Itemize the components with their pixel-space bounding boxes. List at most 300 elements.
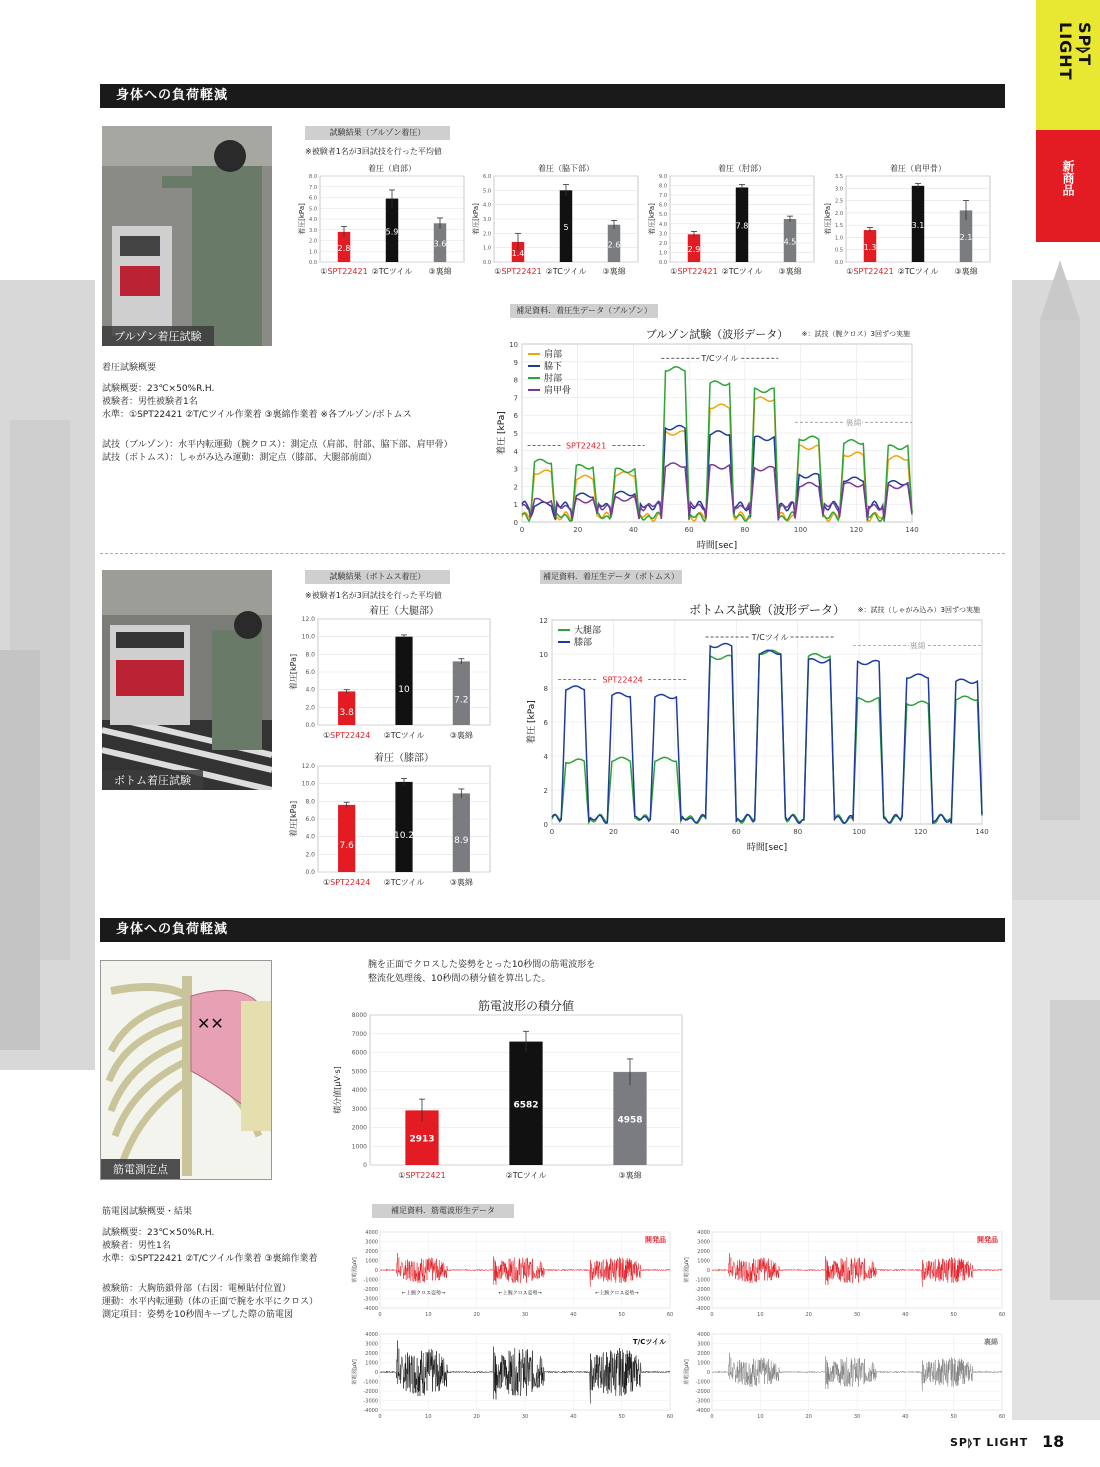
y-tick-label: 3 — [513, 465, 518, 474]
series-label: T/Cツイル — [632, 1338, 666, 1346]
y-tick-label: 7.0 — [309, 184, 317, 191]
x-tick-label: ③裏綿 — [778, 267, 802, 276]
data-label: 3.6 — [433, 239, 447, 249]
y-tick-label: 8000 — [351, 1012, 367, 1019]
x-tick-label: ①SPT22424 — [322, 878, 371, 887]
x-tick-label: ③裏綿 — [449, 731, 473, 740]
chart-blouson-waveform — [490, 324, 920, 550]
y-tick-label: 6000 — [351, 1049, 367, 1057]
y-tick-label: 4000 — [697, 1332, 710, 1338]
y-tick-label: 3.0 — [483, 217, 491, 223]
x-tick-label: ②TCツイル — [721, 267, 763, 276]
annotation-label: ←上腕クロス姿勢→ — [498, 1290, 542, 1297]
chart-emg-wave-dev1 — [346, 1226, 676, 1322]
x-axis-label: 時間[sec] — [746, 843, 788, 853]
x-tick-label: 10 — [757, 1312, 764, 1318]
y-tick-label: 0.0 — [305, 869, 315, 876]
y-tick-label: 3.5 — [835, 174, 843, 180]
y-tick-label: 9 — [513, 358, 518, 367]
x-tick-label: 60 — [684, 526, 694, 534]
y-tick-label: 2000 — [365, 1351, 378, 1357]
chart-blouson-elbow — [646, 162, 818, 280]
legend-label: 肘部 — [544, 374, 563, 384]
annotation-label: ←上腕クロス姿勢→ — [595, 1290, 639, 1297]
x-tick-label: ②TCツイル — [545, 267, 587, 276]
data-label: 7.2 — [454, 695, 469, 706]
x-tick-label: 50 — [618, 1312, 625, 1318]
data-label: 10 — [398, 684, 410, 695]
svg-text:✕✕: ✕✕ — [197, 1014, 224, 1033]
y-tick-label: 3000 — [365, 1341, 378, 1348]
data-label: 8.9 — [454, 835, 469, 846]
x-tick-label: 40 — [902, 1312, 909, 1318]
y-tick-label: 4.0 — [309, 217, 317, 223]
x-tick-label: 30 — [521, 1312, 529, 1318]
series-label: 開発品 — [977, 1236, 998, 1244]
section1-overview-title: 着圧試験概要 — [102, 363, 157, 373]
y-tick-label: 1 — [513, 501, 518, 510]
x-tick-label: ③裏綿 — [954, 267, 978, 276]
y-tick-label: 2.0 — [659, 240, 667, 247]
divider — [100, 553, 1005, 554]
x-tick-label: 120 — [849, 526, 863, 534]
legend-label: 脇下 — [544, 362, 563, 372]
y-tick-label: 2.0 — [305, 704, 315, 712]
x-tick-label: 20 — [473, 1312, 480, 1318]
y-tick-label: 1.0 — [659, 250, 667, 257]
photo-blouson-test — [102, 126, 272, 346]
x-tick-label: 140 — [905, 526, 919, 534]
x-tick-label: 20 — [805, 1312, 812, 1318]
data-label: 1.4 — [511, 248, 525, 258]
overview-line: 水準：①SPT22421 ②T/Cツイル作業着 ③裏綿作業着 — [102, 1254, 318, 1264]
y-tick-label: -2000 — [695, 1287, 710, 1293]
y-tick-label: 1.5 — [835, 223, 843, 230]
y-tick-label: 8.0 — [305, 651, 315, 659]
x-tick-label: ②TCツイル — [897, 267, 939, 276]
chart-blouson-shoulder — [296, 162, 468, 280]
chart-emg-integral — [330, 995, 690, 1185]
chart-title: 着圧（肩部） — [368, 164, 416, 173]
y-axis-label: 着圧[kPa] — [648, 203, 656, 235]
y-tick-label: 2000 — [351, 1124, 367, 1132]
y-tick-label: 10.0 — [301, 633, 315, 641]
overview-line: 水準：①SPT22421 ②T/Cツイル作業着 ③裏綿作業着 ※各ブルゾン/ボトムス — [102, 410, 412, 420]
y-tick-label: 8.0 — [305, 798, 315, 806]
data-label: 4958 — [617, 1115, 643, 1126]
x-tick-label: ①SPT22421 — [670, 267, 718, 276]
x-tick-label: 20 — [473, 1414, 480, 1420]
y-tick-label: 3.0 — [309, 227, 317, 234]
y-tick-label: -2000 — [363, 1287, 378, 1293]
figure-emg-point — [100, 960, 272, 1180]
x-tick-label: ①SPT22421 — [494, 267, 542, 276]
overview-line: 運動：水平内転運動（体の正面で腕を水平にクロス） — [102, 1297, 319, 1307]
data-label: 5 — [563, 223, 569, 233]
x-tick-label: 0 — [378, 1414, 382, 1420]
y-tick-label: 0 — [374, 1268, 378, 1274]
y-tick-label: -3000 — [363, 1398, 378, 1405]
x-tick-label: ①SPT22421 — [320, 267, 368, 276]
x-tick-label: 120 — [913, 828, 928, 836]
intro-line: 腕を正面でクロスした姿勢をとった10秒間の筋電波形を — [368, 960, 596, 970]
x-tick-label: 60 — [998, 1312, 1006, 1318]
y-tick-label: 3.0 — [659, 231, 667, 238]
y-axis-label: 着圧[kPa] — [472, 203, 480, 235]
chart-title: ブルゾン試験（波形データ） — [645, 328, 789, 341]
series-label: 開発品 — [645, 1236, 666, 1244]
chart-bottoms-thigh — [284, 605, 494, 745]
y-tick-label: 1000 — [697, 1360, 710, 1367]
data-label: 2.8 — [337, 243, 351, 253]
y-tick-label: 5.0 — [483, 188, 491, 195]
chart-blouson-underarm — [470, 162, 642, 280]
y-tick-label: 8.0 — [659, 183, 667, 190]
y-tick-label: 1000 — [351, 1143, 367, 1151]
data-label: 4.5 — [783, 237, 797, 247]
chart-title: 着圧（肩甲骨） — [890, 164, 946, 173]
section2-note: ※被験者1名が3回試技を行った平均値 — [305, 591, 442, 600]
y-tick-label: 4.0 — [305, 686, 315, 694]
y-tick-label: 9.0 — [659, 174, 667, 180]
annotation-label: SPT22424 — [602, 675, 643, 685]
y-tick-label: 4.0 — [483, 202, 491, 209]
y-tick-label: 1.0 — [483, 245, 491, 252]
y-tick-label: 10.0 — [301, 780, 315, 788]
y-tick-label: 2 — [543, 787, 548, 795]
section2-supp-tag: 補足資料．着圧生データ（ボトムス） — [540, 570, 682, 584]
x-tick-label: 0 — [378, 1312, 382, 1318]
section2-result-tag: 試験結果（ボトムス着圧） — [305, 570, 450, 584]
y-tick-label: 2000 — [697, 1351, 710, 1357]
section1-supp-tag: 補足資料．着圧生データ（ブルゾン） — [510, 304, 658, 318]
y-tick-label: 0 — [706, 1370, 710, 1376]
footer-logo: SP⦊T LIGHT — [950, 1436, 1029, 1449]
y-tick-label: -4000 — [363, 1306, 378, 1312]
x-tick-label: 10 — [425, 1312, 432, 1318]
x-tick-label: 140 — [975, 828, 989, 836]
x-tick-label: ③裏綿 — [428, 267, 452, 276]
y-tick-label: 2 — [513, 483, 518, 492]
x-tick-label: ①SPT22424 — [322, 731, 371, 740]
data-label: 2.1 — [959, 233, 973, 243]
side-category-tab — [1036, 130, 1100, 242]
y-tick-label: 7000 — [351, 1030, 367, 1038]
y-tick-label: 12.0 — [301, 763, 315, 770]
x-tick-label: ③裏綿 — [618, 1171, 642, 1180]
y-tick-label: 4 — [543, 753, 548, 761]
y-tick-label: 8.0 — [309, 174, 317, 180]
y-tick-label: 8 — [513, 376, 518, 385]
x-tick-label: 0 — [519, 526, 525, 534]
side-brand-tab — [1036, 0, 1100, 130]
y-tick-label: 10 — [509, 341, 518, 349]
y-tick-label: 0.0 — [835, 260, 843, 266]
y-tick-label: 5 — [513, 430, 518, 438]
section1-result-tag: 試験結果（ブルゾン着圧） — [305, 126, 450, 140]
y-tick-label: 1.0 — [309, 249, 317, 256]
section3-title: 身体への負荷軽減 — [100, 918, 1005, 942]
y-tick-label: -1000 — [363, 1379, 378, 1386]
bar — [393, 782, 415, 872]
y-tick-label: 1.0 — [835, 235, 843, 242]
chart-title: 着圧（肘部） — [718, 164, 766, 173]
y-tick-label: -2000 — [695, 1389, 710, 1395]
chart-title: 着圧（膝部） — [374, 753, 434, 764]
overview-line: 試技（ボトムス）：しゃがみ込み運動：測定点（膝部、大腿部前面） — [102, 453, 377, 463]
chart-title: 着圧（大腿部） — [369, 606, 439, 617]
overview-line: 試験概要：23℃×50%R.H. — [102, 384, 215, 394]
y-tick-label: 12.0 — [301, 616, 315, 623]
legend-label: 大腿部 — [574, 626, 602, 636]
y-tick-label: 2000 — [365, 1249, 378, 1255]
y-axis-label: 筋電図[μV] — [684, 1359, 690, 1385]
legend-label: 肩甲骨 — [544, 386, 572, 396]
y-tick-label: 3000 — [351, 1105, 367, 1113]
y-tick-label: 3000 — [697, 1341, 710, 1348]
overview-line: 被験筋：大胸筋鎖骨部（右図：電極貼付位置） — [102, 1284, 292, 1294]
y-tick-label: 1000 — [697, 1258, 710, 1265]
y-tick-label: 4000 — [351, 1087, 367, 1094]
x-tick-label: 60 — [998, 1414, 1006, 1420]
y-tick-label: 4 — [513, 447, 518, 456]
data-label: 10.2 — [393, 831, 415, 842]
photo-blouson-illustration — [102, 126, 272, 346]
x-tick-label: 100 — [793, 526, 808, 534]
series-label: 裏綿 — [984, 1338, 998, 1346]
section3-overview-title: 筋電図試験概要・結果 — [102, 1207, 193, 1217]
y-tick-label: 7.0 — [659, 193, 667, 200]
chart-bottoms-waveform — [520, 600, 990, 852]
y-tick-label: 8 — [543, 685, 548, 693]
chart-emg-wave-urawata — [678, 1328, 1008, 1424]
chart-note: ※：試技（腕クロス）3回ずつ実施 — [801, 330, 910, 338]
y-tick-label: -3000 — [695, 1296, 710, 1303]
x-axis-label: 時間[sec] — [696, 541, 738, 551]
section1-title: 身体への負荷軽減 — [100, 84, 1005, 108]
y-axis-label: 筋電図[μV] — [684, 1257, 690, 1283]
y-tick-label: 4000 — [697, 1230, 710, 1236]
x-tick-label: ②TCツイル — [505, 1171, 547, 1180]
y-tick-label: 0.0 — [309, 260, 317, 266]
y-tick-label: -1000 — [363, 1277, 378, 1284]
chart-emg-wave-tc — [346, 1328, 676, 1424]
y-tick-label: -1000 — [695, 1379, 710, 1386]
side-brand-text: SP⦊T LIGHT — [1056, 22, 1094, 81]
x-tick-label: 80 — [793, 828, 803, 836]
y-tick-label: 6.0 — [483, 174, 491, 180]
y-tick-label: 2.0 — [483, 231, 491, 238]
x-tick-label: 30 — [853, 1414, 861, 1420]
data-label: 2.6 — [607, 240, 621, 250]
overview-line: 被験者：男性被験者1名 — [102, 397, 198, 407]
y-tick-label: 0.5 — [835, 247, 843, 254]
y-tick-label: 1000 — [365, 1258, 378, 1265]
y-tick-label: 4.0 — [659, 221, 667, 228]
y-tick-label: 0.0 — [659, 260, 667, 266]
overview-line: 測定項目：姿勢を10秒間キープした際の筋電図 — [102, 1310, 294, 1320]
data-label: 6582 — [513, 1100, 539, 1111]
chart-note: ※：試技（しゃがみ込み）3回ずつ実施 — [857, 606, 980, 614]
y-tick-label: 6.0 — [309, 195, 317, 202]
x-tick-label: 40 — [670, 828, 680, 836]
x-tick-label: 40 — [628, 526, 638, 534]
y-tick-label: -4000 — [695, 1306, 710, 1312]
chart-bottoms-knee — [284, 752, 494, 892]
y-tick-label: 6.0 — [305, 816, 315, 823]
y-tick-label: -4000 — [695, 1408, 710, 1414]
data-label: 3.8 — [339, 707, 354, 718]
data-label: 3.1 — [911, 220, 925, 230]
x-tick-label: ②TCツイル — [383, 878, 425, 887]
y-tick-label: 0.0 — [305, 722, 315, 729]
section1-note: ※被験者1名が3回試技を行った平均値 — [305, 147, 442, 156]
annotation-label: SPT22421 — [565, 441, 607, 451]
y-tick-label: 0 — [543, 821, 548, 829]
annotation-label: T/Cツイル — [701, 354, 739, 364]
x-tick-label: 40 — [902, 1414, 909, 1420]
x-tick-label: 60 — [666, 1414, 674, 1420]
chart-title: ボトムス試験（波形データ） — [688, 603, 846, 617]
y-tick-label: 0 — [363, 1162, 367, 1169]
overview-line: 試技（ブルゾン）：水平内転運動（腕クロス）：測定点（肩部、肘部、脇下部、肩甲骨） — [102, 440, 453, 450]
x-tick-label: 100 — [852, 828, 866, 836]
data-label: 5.9 — [385, 227, 399, 237]
data-label: 2913 — [409, 1134, 435, 1145]
y-tick-label: -3000 — [363, 1296, 378, 1303]
y-tick-label: 0 — [706, 1268, 710, 1274]
x-tick-label: 30 — [853, 1312, 861, 1318]
intro-line: 整流化処理後、10秒間の積分値を算出した。 — [368, 974, 551, 984]
x-tick-label: 50 — [618, 1414, 625, 1420]
x-tick-label: 30 — [521, 1414, 529, 1420]
y-tick-label: 1000 — [365, 1360, 378, 1367]
photo-bottoms-test — [102, 570, 272, 790]
y-tick-label: -1000 — [695, 1277, 710, 1284]
side-category-text: 新商品 — [1061, 160, 1075, 196]
y-tick-label: 4000 — [365, 1332, 378, 1338]
x-tick-label: 20 — [608, 828, 618, 836]
legend-label: 肩部 — [544, 350, 563, 360]
x-tick-label: 50 — [950, 1312, 957, 1318]
y-tick-label: 12 — [539, 617, 548, 625]
y-axis-label: 積分値[μV·s] — [333, 1066, 342, 1114]
x-tick-label: 60 — [666, 1312, 674, 1318]
x-tick-label: ②TCツイル — [371, 267, 413, 276]
y-tick-label: 6.0 — [305, 669, 315, 676]
y-axis-label: 筋電図[μV] — [352, 1257, 358, 1283]
y-tick-label: 0.0 — [483, 260, 491, 266]
y-tick-label: 3.0 — [835, 186, 843, 193]
chart-title: 筋電波形の積分値 — [477, 999, 575, 1013]
y-tick-label: 2.0 — [309, 238, 317, 245]
x-tick-label: ③裏綿 — [602, 267, 626, 276]
y-tick-label: 5.0 — [309, 206, 317, 213]
figure-emg-caption: 筋電測定点 — [101, 1159, 180, 1179]
y-tick-label: 5.0 — [659, 212, 667, 219]
section3-supp-tag: 補足資料．筋電波形生データ — [372, 1204, 514, 1218]
x-tick-label: 10 — [757, 1414, 764, 1420]
photo-blouson-caption: ブルゾン着圧試験 — [102, 326, 214, 346]
y-tick-label: 6 — [543, 719, 548, 727]
legend-label: 膝部 — [574, 638, 593, 648]
photo-bottoms-illustration — [102, 570, 272, 790]
x-tick-label: 20 — [805, 1414, 812, 1420]
bar — [453, 661, 470, 725]
y-tick-label: 0 — [513, 519, 518, 527]
annotation-label: ←上腕クロス姿勢→ — [401, 1290, 446, 1297]
y-axis-label: 着圧[kPa] — [824, 203, 832, 235]
bar — [338, 805, 355, 872]
y-tick-label: 0 — [374, 1370, 378, 1376]
data-label: 7.6 — [339, 840, 354, 851]
annotation-label: T/Cツイル — [751, 633, 789, 642]
x-tick-label: 0 — [710, 1312, 714, 1318]
x-tick-label: 40 — [570, 1414, 577, 1420]
y-tick-label: 3000 — [365, 1239, 378, 1246]
x-tick-label: 40 — [570, 1312, 577, 1318]
y-tick-label: 2.5 — [835, 198, 843, 205]
y-tick-label: 6.0 — [659, 202, 667, 209]
y-tick-label: 2000 — [697, 1249, 710, 1255]
x-tick-label: 10 — [425, 1414, 432, 1420]
data-label: 1.3 — [863, 243, 877, 253]
y-axis-label: 着圧[kPa] — [289, 800, 298, 838]
y-tick-label: 2.0 — [305, 851, 315, 859]
page-number: 18 — [1042, 1432, 1065, 1451]
y-tick-label: 10 — [539, 651, 548, 659]
y-tick-label: 5000 — [351, 1068, 367, 1076]
chart-emg-wave-dev2 — [678, 1226, 1008, 1322]
x-tick-label: 60 — [731, 828, 741, 836]
chest-illustration — [101, 961, 272, 1180]
x-tick-label: ①SPT22421 — [846, 267, 894, 276]
y-tick-label: 4.0 — [305, 833, 315, 841]
x-tick-label: 20 — [573, 526, 583, 534]
x-tick-label: 80 — [740, 526, 750, 534]
y-tick-label: 6 — [513, 412, 518, 421]
y-tick-label: 7 — [513, 394, 518, 403]
y-tick-label: 4000 — [365, 1230, 378, 1236]
y-tick-label: -3000 — [695, 1398, 710, 1405]
annotation-label: 裏綿 — [845, 418, 862, 428]
chart-title: 着圧（脇下部） — [538, 164, 594, 173]
y-axis-label: 着圧[kPa] — [289, 653, 298, 691]
bar — [395, 637, 412, 725]
x-tick-label: ③裏綿 — [449, 878, 473, 887]
y-tick-label: -2000 — [363, 1389, 378, 1395]
y-axis-label: 着圧[kPa] — [298, 203, 306, 235]
y-axis-label: 筋電図[μV] — [352, 1359, 358, 1385]
chart-blouson-scapula — [822, 162, 994, 280]
x-tick-label: ②TCツイル — [383, 731, 425, 740]
y-axis-label: 着圧 [kPa] — [497, 411, 507, 455]
x-tick-label: 0 — [710, 1414, 714, 1420]
x-tick-label: ①SPT22421 — [398, 1171, 446, 1180]
data-label: 2.9 — [687, 245, 701, 255]
overview-line: 被験者：男性1名 — [102, 1241, 171, 1251]
y-tick-label: -4000 — [363, 1408, 378, 1414]
annotation-label: 裏綿 — [909, 641, 926, 651]
photo-bottoms-caption: ボトム着圧試験 — [102, 770, 203, 790]
y-axis-label: 着圧 [kPa] — [527, 700, 537, 744]
y-tick-label: 2.0 — [835, 210, 843, 217]
x-tick-label: 0 — [549, 828, 555, 836]
x-tick-label: 50 — [950, 1414, 957, 1420]
overview-line: 試験概要：23℃×50%R.H. — [102, 1228, 215, 1238]
y-tick-label: 3000 — [697, 1239, 710, 1246]
data-label: 7.8 — [735, 221, 749, 231]
